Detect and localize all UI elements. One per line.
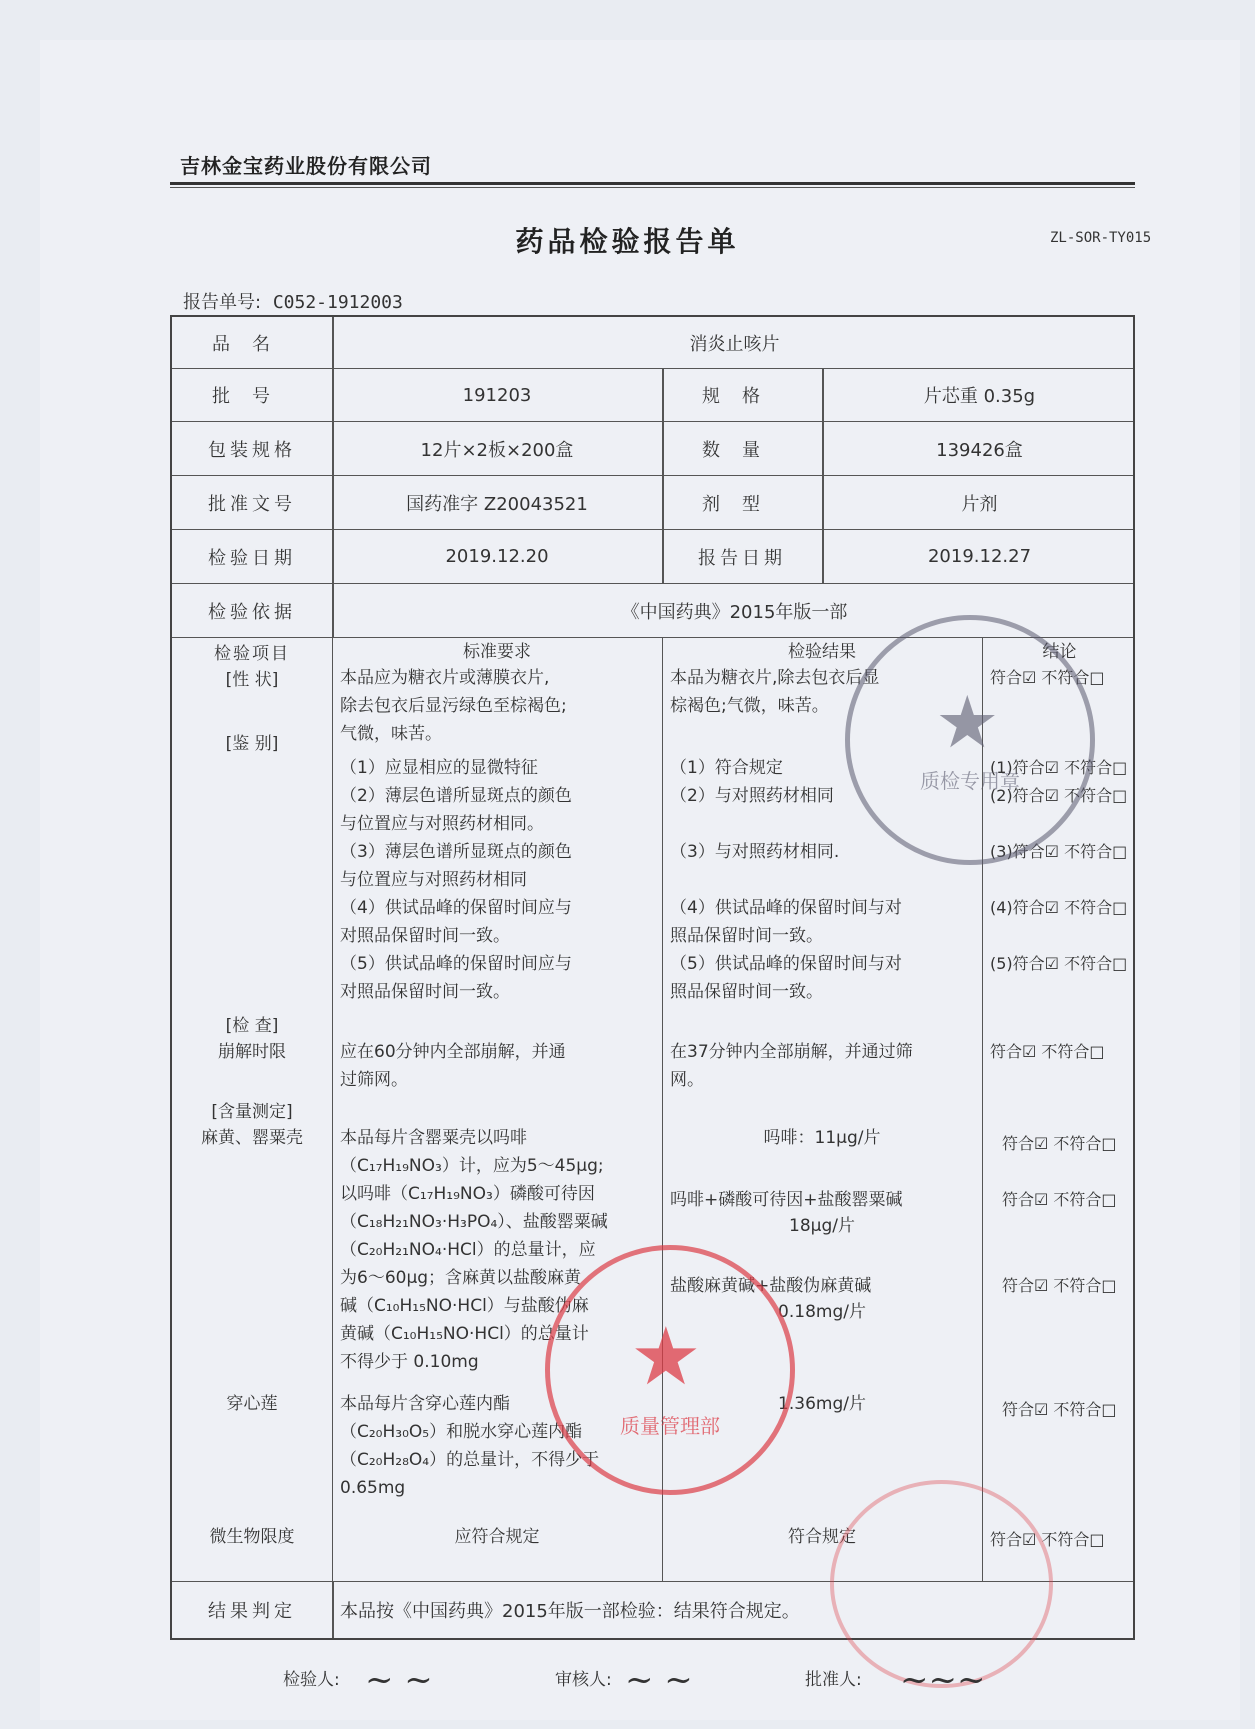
header-item: 检验项目 [214, 644, 290, 664]
inspector-signature: ~ ~ [365, 1660, 433, 1700]
approval-value: 国药准字 Z20043521 [406, 493, 588, 515]
approval-label: 批准文号 [208, 493, 296, 515]
qty-value: 139426盒 [936, 439, 1023, 461]
assay-std-7: 碱（C₁₀H₁₅NO·HCl）与盐酸伪麻 [340, 1296, 589, 1316]
andrographis-std-2: （C₂₀H₃₀O₅）和脱水穿心莲内酯 [340, 1422, 583, 1442]
form-value: 片剂 [961, 493, 998, 515]
character-res-2: 棕褐色;气微，味苦。 [670, 696, 829, 716]
identify-2-std-1: （2）薄层色谱所显斑点的颜色 [340, 786, 572, 806]
header-rule [170, 182, 1135, 185]
name-label: 品名 [212, 333, 292, 355]
document-title: 药品检验报告单 [515, 225, 740, 258]
row-name [172, 317, 1133, 369]
report-date-label: 报告日期 [698, 547, 786, 569]
qty-label: 数量 [702, 439, 782, 461]
andrographis-res: 1.36mg/片 [778, 1394, 866, 1414]
identify-4-con: (4)符合☑ 不符合□ [990, 898, 1128, 917]
row-dates [172, 530, 1133, 584]
andrographis-std-1: 本品每片含穿心莲内酯 [340, 1394, 510, 1414]
test-date-value: 2019.12.20 [445, 546, 549, 567]
seal-star-icon: ★ [935, 680, 1000, 764]
report-date-value: 2019.12.27 [927, 546, 1032, 567]
andrographis-std-3: （C₂₀H₂₈O₄）的总量计，不得少于 [340, 1450, 600, 1470]
assay-std-5: （C₂₀H₂₁NO₄·HCl）的总量计，应 [340, 1240, 596, 1260]
seal-gray-sub: 质检专用章 [920, 769, 1020, 793]
identify-3-res: （3）与对照药材相同. [670, 842, 840, 862]
assay-std-1: 本品每片含罂粟壳以吗啡 [340, 1128, 527, 1148]
identify-5-res-1: （5）供试品峰的保留时间与对 [670, 954, 902, 974]
approver-label: 批准人: [805, 1670, 862, 1690]
row-batch [172, 369, 1133, 422]
report-number-value: C052-1912003 [272, 292, 403, 313]
assay-std-8: 黄碱（C₁₀H₁₅NO·HCl）的总量计 [340, 1324, 589, 1344]
assay-res-3b: 0.18mg/片 [778, 1302, 866, 1322]
disintegration-res-1: 在37分钟内全部崩解，并通过筛 [670, 1042, 913, 1062]
report-number-label: 报告单号: [183, 292, 262, 313]
assay-std-4: （C₁₈H₂₁NO₃·H₃PO₄）、盐酸罂粟碱 [340, 1212, 608, 1232]
assay-res-3a: 盐酸麻黄碱+盐酸伪麻黄碱 [670, 1276, 872, 1296]
identify-1-con: (1)符合☑ 不符合□ [990, 758, 1128, 777]
microbe-std: 应符合规定 [454, 1527, 540, 1547]
spec-label: 规格 [702, 386, 782, 407]
basis-value: 《中国药典》2015年版一部 [621, 601, 848, 623]
test-date-label: 检验日期 [208, 547, 296, 569]
identify-2-res: （2）与对照药材相同 [670, 786, 834, 806]
identify-4-res-1: （4）供试品峰的保留时间与对 [670, 898, 902, 918]
character-res-1: 本品为糖衣片,除去包衣后显 [670, 668, 880, 688]
judgement-label: 结果判定 [208, 1601, 296, 1622]
pack-value: 12片×2板×200盒 [420, 439, 574, 461]
disintegration-label: 崩解时限 [218, 1042, 286, 1062]
identify-5-res-2: 照品保留时间一致。 [670, 982, 823, 1002]
andrographis-std-4: 0.65mg [340, 1478, 406, 1498]
character-std-1: 本品应为糖衣片或薄膜衣片, [340, 668, 550, 688]
section-identify: [鉴 别] [225, 734, 279, 754]
name-value: 消炎止咳片 [689, 333, 780, 355]
report-table [170, 315, 1135, 1640]
disintegration-con: 符合☑ 不符合□ [990, 1042, 1105, 1061]
character-conclusion: 符合☑ 不符合□ [990, 668, 1105, 687]
disintegration-std-2: 过筛网。 [340, 1070, 408, 1090]
identify-1-res: （1）符合规定 [670, 758, 783, 778]
identify-4-std-2: 对照品保留时间一致。 [340, 926, 510, 946]
form-code: ZL-SOR-TY015 [1050, 230, 1152, 246]
identify-3-std-1: （3）薄层色谱所显斑点的颜色 [340, 842, 572, 862]
row-basis [172, 584, 1133, 638]
row-judgement [172, 1582, 1133, 1638]
header-rule-thin [170, 187, 1135, 188]
assay-res-1: 吗啡：11μg/片 [763, 1128, 881, 1148]
assay-res-2a: 吗啡+磷酸可待因+盐酸罂粟碱 [670, 1190, 903, 1210]
form-label: 剂型 [702, 493, 782, 515]
batch-label: 批号 [212, 386, 292, 407]
row-pack [172, 422, 1133, 476]
disintegration-res-2: 网。 [670, 1070, 704, 1090]
header-result: 检验结果 [788, 642, 856, 662]
test-items-block [172, 638, 1133, 1582]
andrographis-con: 符合☑ 不符合□ [1002, 1400, 1117, 1419]
header-standard: 标准要求 [463, 642, 531, 662]
assay-std-3: 以吗啡（C₁₇H₁₉NO₃）磷酸可待因 [340, 1184, 595, 1204]
section-character: [性 状] [225, 670, 279, 690]
inspector-label: 检验人: [283, 1670, 340, 1690]
reviewer-label: 审核人: [555, 1670, 612, 1690]
character-std-2: 除去包衣后显污绿色至棕褐色; [340, 696, 567, 716]
seal-red-star-icon: ★ [630, 1310, 702, 1403]
assay-con-2: 符合☑ 不符合□ [1002, 1190, 1117, 1209]
microbe-label: 微生物限度 [209, 1527, 295, 1547]
seal-red-sub: 质量管理部 [620, 1414, 720, 1438]
section-check: [检 查] [225, 1016, 279, 1036]
identify-5-con: (5)符合☑ 不符合□ [990, 954, 1128, 973]
identify-3-con: (3)符合☑ 不符合□ [990, 842, 1128, 861]
assay-con-1: 符合☑ 不符合□ [1002, 1134, 1117, 1153]
identify-4-std-1: （4）供试品峰的保留时间应与 [340, 898, 572, 918]
identify-4-res-2: 照品保留时间一致。 [670, 926, 823, 946]
identify-5-std-2: 对照品保留时间一致。 [340, 982, 510, 1002]
approver-signature: ~~~ [900, 1660, 986, 1700]
microbe-con: 符合☑ 不符合□ [990, 1530, 1105, 1549]
spec-value: 片芯重 0.35g [923, 386, 1036, 407]
identify-2-std-2: 与位置应与对照药材相同。 [340, 814, 544, 834]
company-name: 吉林金宝药业股份有限公司 [180, 154, 432, 178]
assay-con-3: 符合☑ 不符合□ [1002, 1276, 1117, 1295]
header-conclusion: 结论 [1042, 642, 1077, 662]
judgement-value: 本品按《中国药典》2015年版一部检验：结果符合规定。 [340, 1601, 800, 1622]
identify-5-std-1: （5）供试品峰的保留时间应与 [340, 954, 572, 974]
identify-3-std-2: 与位置应与对照药材相同 [340, 870, 527, 890]
reviewer-signature: ~ ~ [625, 1660, 693, 1700]
microbe-res: 符合规定 [788, 1527, 856, 1547]
assay-item-label: 麻黄、罂粟壳 [201, 1128, 303, 1148]
batch-value: 191203 [462, 384, 532, 406]
character-std-3: 气微，味苦。 [340, 724, 442, 744]
pack-label: 包装规格 [208, 439, 296, 461]
andrographis-label: 穿心莲 [226, 1394, 278, 1414]
disintegration-std-1: 应在60分钟内全部崩解，并通 [340, 1042, 566, 1062]
assay-std-9: 不得少于 0.10mg [340, 1352, 479, 1372]
row-approval [172, 476, 1133, 530]
report-number [183, 288, 403, 314]
assay-std-2: （C₁₇H₁₉NO₃）计，应为5～45μg; [340, 1156, 604, 1176]
identify-1-std: （1）应显相应的显微特征 [340, 758, 538, 778]
identify-2-con: (2)符合☑ 不符合□ [990, 786, 1128, 805]
assay-std-6: 为6～60μg；含麻黄以盐酸麻黄 [340, 1268, 582, 1288]
section-assay: [含量测定] [211, 1102, 293, 1122]
assay-res-2b: 18μg/片 [789, 1216, 855, 1236]
basis-label: 检验依据 [208, 601, 296, 623]
